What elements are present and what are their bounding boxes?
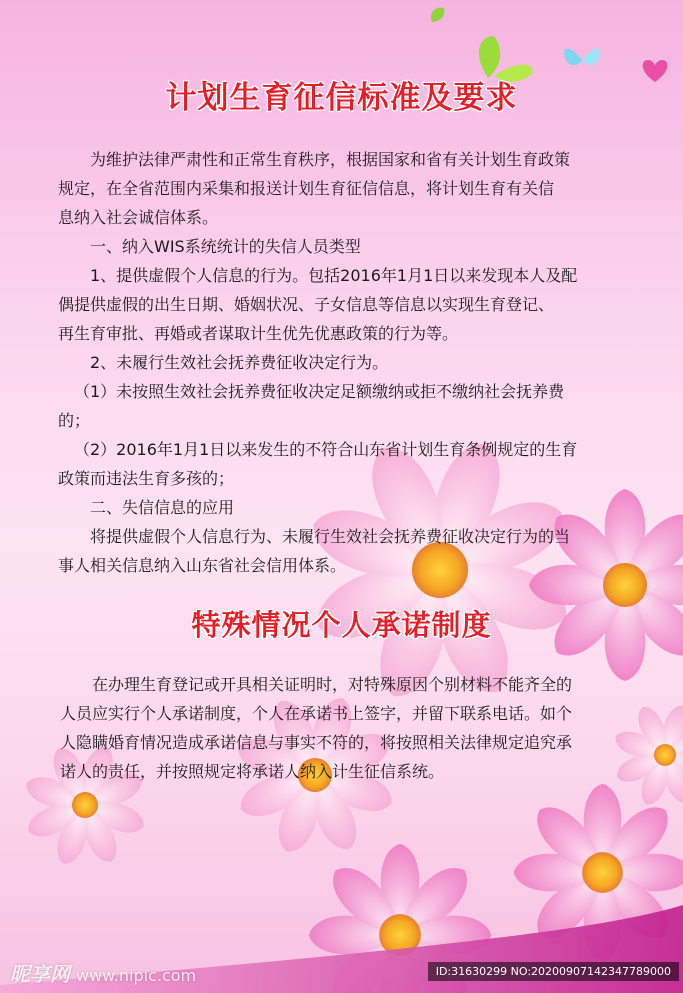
subheading: 一、纳入WIS系统统计的失信人员类型 bbox=[90, 237, 361, 256]
paragraph-line: 事人相关信息纳入山东省社会信用体系。 bbox=[58, 556, 347, 575]
section-title: 特殊情况个人承诺制度 bbox=[191, 608, 492, 642]
image-id-tag: ID:31630299 NO:20200907142347789000 bbox=[428, 962, 679, 981]
paragraph-line: 再生育审批、再婚或者谋取计生优先优惠政策的行为等。 bbox=[58, 324, 459, 343]
paragraph-line: 将提供虚假个人信息行为、未履行生效社会抚养费征收决定行为的当 bbox=[90, 527, 571, 546]
section-personal-commitment bbox=[60, 670, 635, 786]
watermark bbox=[10, 958, 196, 987]
paragraph-line: 在办理生育登记或开具相关证明时，对特殊原因个别材料不能齐全的 bbox=[92, 675, 573, 694]
paragraph-line: （1）未按照生效社会抚养费征收决定足额缴纳或拒不缴纳社会抚养费 bbox=[74, 382, 565, 401]
butterfly-icon bbox=[564, 49, 600, 66]
paragraph-line: 2、未履行生效社会抚养费征收决定行为。 bbox=[90, 353, 389, 372]
subheading: 二、失信信息的应用 bbox=[90, 498, 235, 517]
paragraph-line: 为维护法律严肃性和正常生育秩序，根据国家和省有关计划生育政策 bbox=[90, 150, 571, 169]
paragraph-line: 人隐瞒婚育情况造成承诺信息与事实不符的，将按照相关法律规定追究承 bbox=[60, 733, 573, 752]
leaf-icon bbox=[431, 8, 533, 82]
paragraph-line: 偶提供虚假的出生日期、婚姻状况、子女信息等信息以实现生育登记、 bbox=[58, 295, 555, 314]
section-credit-standards bbox=[58, 145, 638, 580]
watermark-logo: 昵享网 bbox=[10, 962, 70, 986]
paragraph-line: （2）2016年1月1日以来发生的不符合山东省计划生育条例规定的生育 bbox=[74, 440, 578, 459]
page-title: 计划生育征信标准及要求 bbox=[165, 80, 518, 116]
paragraph-line: 1、提供虚假个人信息的行为。包括2016年1月1日以来发现本人及配 bbox=[90, 266, 578, 285]
paragraph-line: 政策而违法生育多孩的； bbox=[58, 469, 235, 488]
watermark-url: www.nipic.com bbox=[76, 966, 197, 985]
paragraph-line: 规定，在全省范围内采集和报送计划生育征信信息，将计划生育有关信 bbox=[58, 179, 555, 198]
paragraph-line: 人员应实行个人承诺制度，个人在承诺书上签字，并留下联系电话。如个 bbox=[60, 704, 573, 723]
paragraph-line: 息纳入社会诚信体系。 bbox=[58, 208, 219, 227]
paragraph-line: 诺人的责任，并按照规定将承诺人纳入计生征信系统。 bbox=[60, 762, 445, 781]
paragraph-line: 的； bbox=[58, 411, 91, 430]
